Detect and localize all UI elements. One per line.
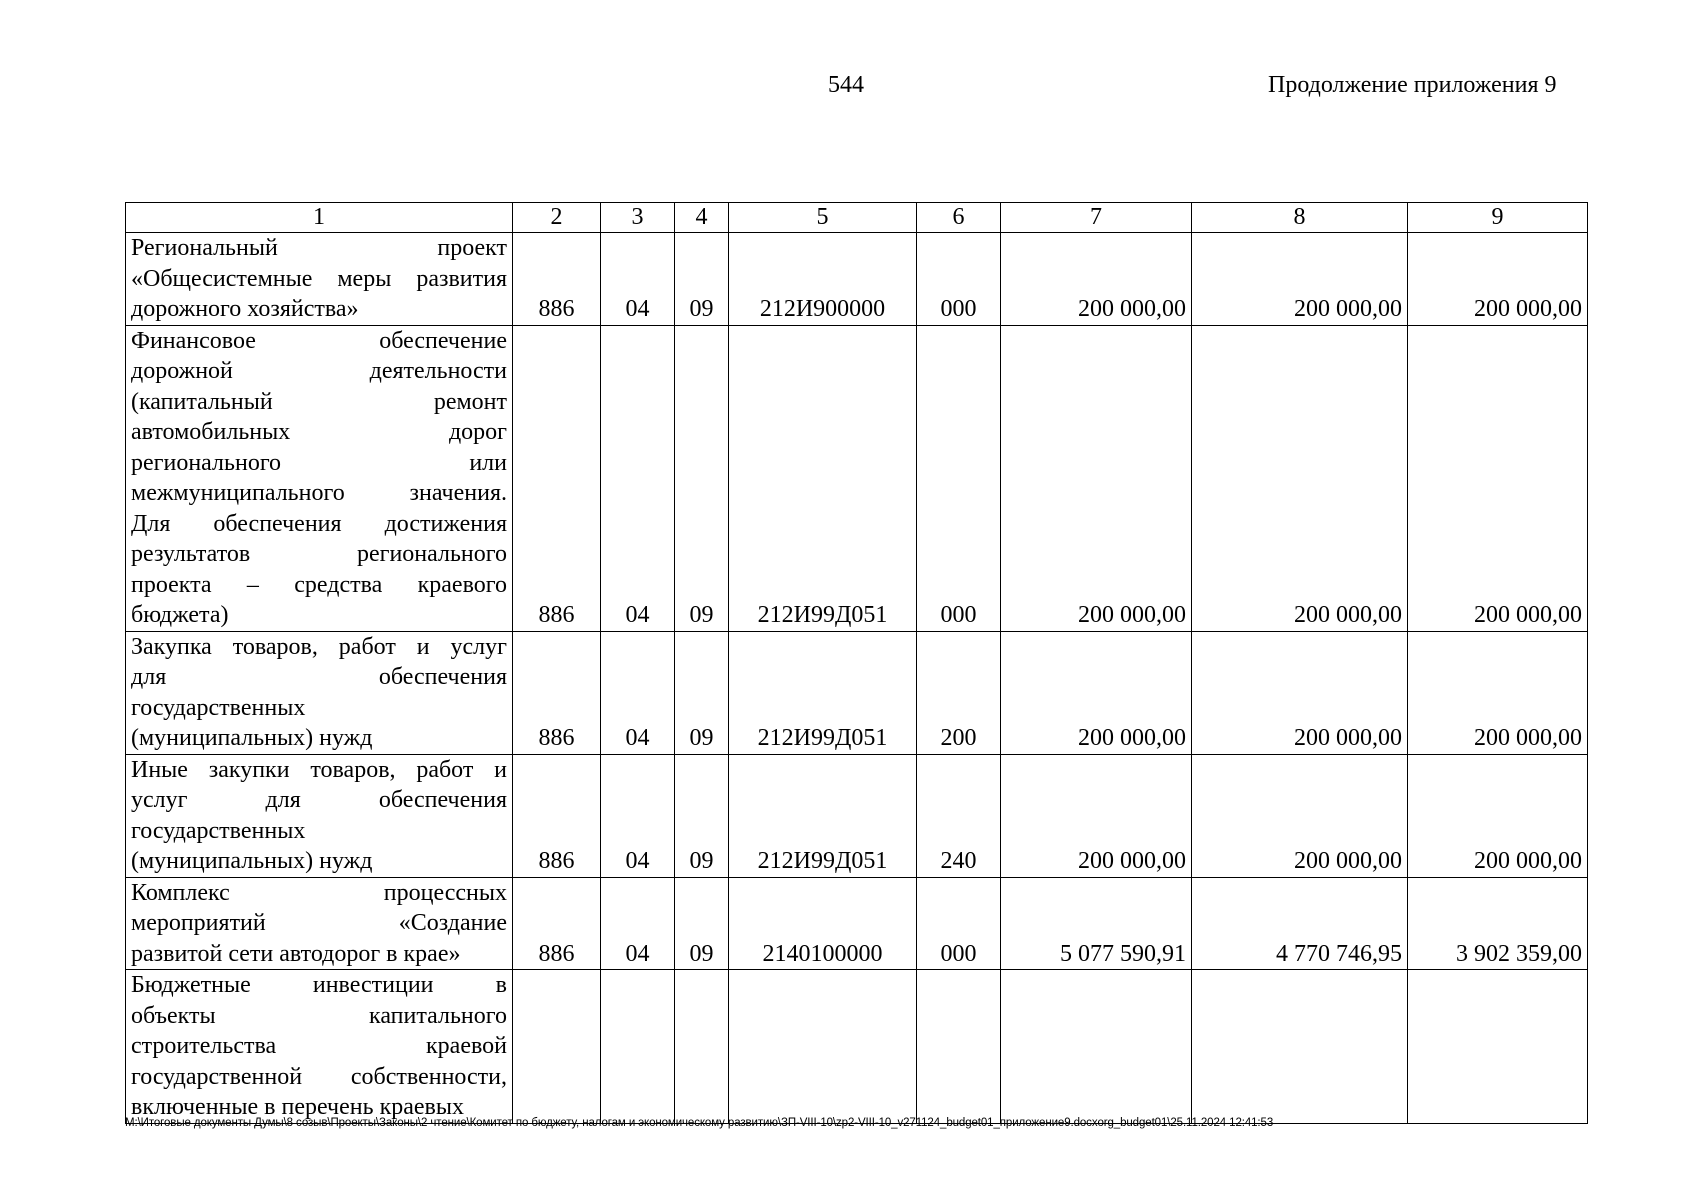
- cell-col-4: 09: [675, 233, 729, 326]
- row-name-line: (капитальный ремонт: [131, 388, 507, 415]
- cell-col-5: [729, 970, 917, 1124]
- row-name-line: дорожной деятельности: [131, 358, 507, 384]
- budget-table: [125, 202, 1588, 1124]
- column-header-7: 7: [1001, 203, 1192, 233]
- cell-col-3: 04: [601, 631, 675, 754]
- row-name-line: объекты капитального: [131, 1002, 507, 1029]
- row-name-cell: [126, 877, 513, 970]
- cell-col-4: 09: [675, 754, 729, 877]
- cell-col-2: 886: [513, 233, 601, 326]
- row-name-line: строительства краевой: [131, 1033, 507, 1059]
- cell-col-7: 200 000,00: [1001, 631, 1192, 754]
- row-name-line: проекта – средства краевого: [131, 571, 507, 598]
- cell-col-5: 212И99Д051: [729, 631, 917, 754]
- cell-col-6: 200: [917, 631, 1001, 754]
- cell-col-5: 212И99Д051: [729, 754, 917, 877]
- column-header-2: 2: [513, 203, 601, 233]
- cell-col-7: 5 077 590,91: [1001, 877, 1192, 970]
- cell-col-6: [917, 970, 1001, 1124]
- column-header-6: 6: [917, 203, 1001, 233]
- cell-col-9: 200 000,00: [1408, 631, 1588, 754]
- row-name-line: Комплекс процессных: [131, 879, 507, 906]
- row-name-line: для обеспечения: [131, 664, 507, 690]
- cell-col-8: 200 000,00: [1192, 233, 1408, 326]
- row-name-line: развитой сети автодорог в крае»: [131, 940, 461, 967]
- page-number: 544: [828, 72, 864, 98]
- row-name-line: услуг для обеспечения: [131, 787, 507, 813]
- row-name-line: бюджета): [131, 602, 229, 628]
- row-name-line: автомобильных дорог: [131, 419, 507, 445]
- cell-col-9: [1408, 970, 1588, 1124]
- column-header-3: 3: [601, 203, 675, 233]
- cell-col-3: 04: [601, 325, 675, 631]
- row-name-cell: [126, 631, 513, 754]
- cell-col-4: [675, 970, 729, 1124]
- row-name-line: государственных: [131, 817, 306, 844]
- row-name-line: Региональный проект: [131, 235, 507, 261]
- cell-col-6: 240: [917, 754, 1001, 877]
- table-body: [126, 233, 1588, 1124]
- table-row: [126, 754, 1588, 877]
- row-name-line: Закупка товаров, работ и услуг: [131, 633, 507, 660]
- row-name-line: (муниципальных) нужд: [131, 725, 373, 751]
- cell-col-2: [513, 970, 601, 1124]
- column-header-5: 5: [729, 203, 917, 233]
- cell-col-7: 200 000,00: [1001, 325, 1192, 631]
- cell-col-2: 886: [513, 325, 601, 631]
- table-row: [126, 970, 1588, 1124]
- row-name-line: Иные закупки товаров, работ и: [131, 756, 507, 783]
- row-name-cell: [126, 754, 513, 877]
- cell-col-3: [601, 970, 675, 1124]
- cell-col-5: 2140100000: [729, 877, 917, 970]
- row-name-line: мероприятий «Создание: [131, 910, 507, 936]
- table-row: [126, 877, 1588, 970]
- column-header-8: 8: [1192, 203, 1408, 233]
- cell-col-5: 212И900000: [729, 233, 917, 326]
- cell-col-2: 886: [513, 877, 601, 970]
- header-row: [126, 203, 1588, 233]
- row-name-line: межмуниципального значения.: [131, 480, 507, 506]
- row-name-cell: [126, 233, 513, 326]
- column-header-9: 9: [1408, 203, 1588, 233]
- cell-col-4: 09: [675, 631, 729, 754]
- row-name-line: Для обеспечения достижения: [131, 510, 507, 537]
- cell-col-3: 04: [601, 877, 675, 970]
- row-name-line: Финансовое обеспечение: [131, 327, 507, 354]
- cell-col-2: 886: [513, 754, 601, 877]
- table-row: [126, 233, 1588, 326]
- cell-col-8: [1192, 970, 1408, 1124]
- footer-file-path: M:\Итоговые документы Думы\8 созыв\Проекты\Законы\2 чтение\Комитет по бюджету, налогам и экономическому развитию\ЗП-VIII-10\zp2-VIII-10_v271124_budget01_приложение9.docxorg_budget01\25.11.2024 12:41:53: [125, 1117, 1274, 1129]
- cell-col-9: 200 000,00: [1408, 754, 1588, 877]
- column-header-4: 4: [675, 203, 729, 233]
- row-name-cell: [126, 970, 513, 1124]
- cell-col-6: 000: [917, 877, 1001, 970]
- row-name-line: включенные в перечень краевых: [131, 1094, 464, 1120]
- cell-col-7: [1001, 970, 1192, 1124]
- cell-col-8: 200 000,00: [1192, 325, 1408, 631]
- row-name-cell: [126, 325, 513, 631]
- table-row: [126, 325, 1588, 631]
- row-name-line: (муниципальных) нужд: [131, 848, 373, 874]
- row-name-line: государственных: [131, 694, 306, 721]
- cell-col-7: 200 000,00: [1001, 233, 1192, 326]
- cell-col-6: 000: [917, 233, 1001, 326]
- cell-col-6: 000: [917, 325, 1001, 631]
- row-name-line: дорожного хозяйства»: [131, 296, 359, 322]
- cell-col-2: 886: [513, 631, 601, 754]
- cell-col-8: 4 770 746,95: [1192, 877, 1408, 970]
- cell-col-9: 3 902 359,00: [1408, 877, 1588, 970]
- cell-col-7: 200 000,00: [1001, 754, 1192, 877]
- cell-col-9: 200 000,00: [1408, 325, 1588, 631]
- cell-col-5: 212И99Д051: [729, 325, 917, 631]
- row-name-line: Бюджетные инвестиции в: [131, 972, 507, 998]
- cell-col-4: 09: [675, 877, 729, 970]
- cell-col-8: 200 000,00: [1192, 631, 1408, 754]
- row-name-line: «Общесистемные меры развития: [131, 265, 507, 292]
- row-name-line: результатов регионального: [131, 541, 507, 567]
- cell-col-3: 04: [601, 233, 675, 326]
- cell-col-4: 09: [675, 325, 729, 631]
- cell-col-8: 200 000,00: [1192, 754, 1408, 877]
- appendix-title: Продолжение приложения 9: [1268, 72, 1557, 98]
- column-header-1: 1: [126, 203, 513, 233]
- cell-col-3: 04: [601, 754, 675, 877]
- row-name-line: государственной собственности,: [131, 1063, 507, 1090]
- row-name-line: регионального или: [131, 449, 507, 476]
- cell-col-9: 200 000,00: [1408, 233, 1588, 326]
- table-row: [126, 631, 1588, 754]
